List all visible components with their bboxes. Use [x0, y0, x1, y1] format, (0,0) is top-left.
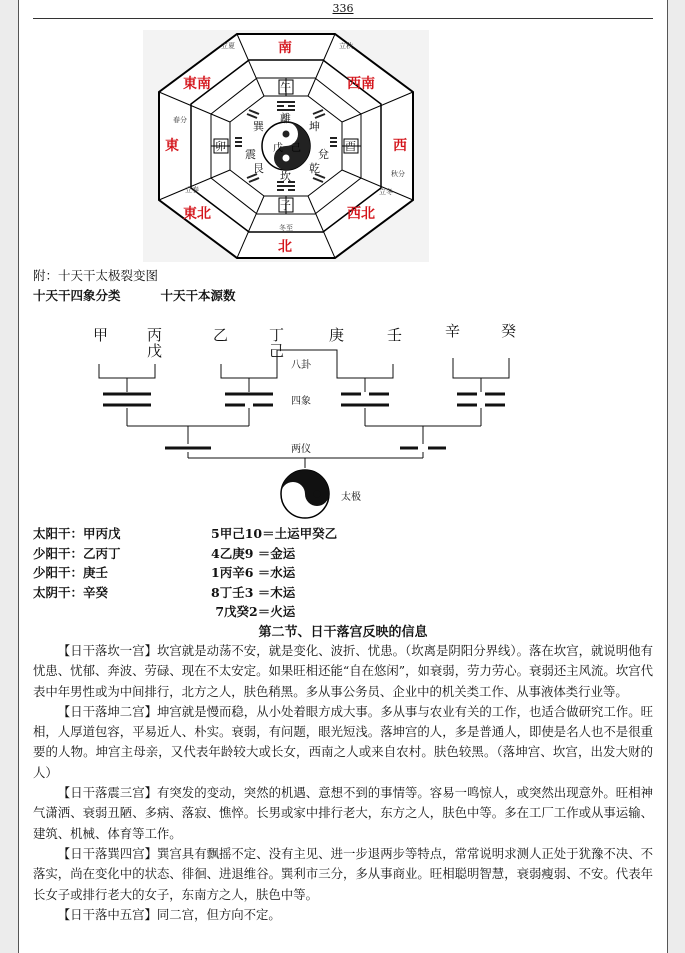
stem-jia: 甲 [93, 326, 109, 344]
class-row: 7戊癸2＝火运 [211, 604, 296, 619]
trigram-kun: 坤 [309, 120, 320, 133]
dir-southeast: 東南 [183, 76, 211, 92]
stem-geng: 庚 [329, 326, 345, 344]
stem-ding: 丁 [269, 326, 285, 344]
trigram-qian: 乾 [309, 162, 320, 175]
stem-xin: 辛 [445, 322, 461, 340]
term-right: 秋分 [391, 170, 405, 178]
taiji-split-diagram [73, 306, 543, 522]
dir-northeast: 東北 [183, 206, 211, 222]
term-bl: 立春 [185, 186, 199, 194]
class-row: 太阴干：辛癸 8丁壬3 ＝木运 [33, 584, 296, 600]
section-title: 第二节、日干落宫反映的信息 [258, 625, 428, 640]
paragraph: 【日干落震三宫】有突发的变动，突然的机遇、意想不到的事情等。容易一鸣惊人，或突然出现意外。旺相神气潇洒、衰弱丑陋、多病、落寂、憔悴。长男或家中排行老大，东方之人，肤色中等。多在工厂工作或从事运输、建筑、机械、体育等工作。 [33, 785, 653, 841]
dir-south: 南 [278, 40, 292, 56]
label-sixiang: 四象 [291, 396, 311, 407]
class-row: 太阳干：甲丙戊 5甲己10＝土运甲癸乙 [33, 526, 338, 541]
trigram-dui: 兌 [318, 148, 329, 161]
stem-wu-sub: 戊 [147, 342, 163, 360]
term-left: 春分 [173, 116, 187, 124]
stem-ren: 壬 [387, 326, 403, 344]
dir-north: 北 [278, 239, 292, 255]
trigram-kan: 坎 [280, 170, 291, 183]
class-row: 少阳干：乙丙丁 4乙庚9 ＝金运 [33, 545, 296, 561]
paragraph: 【日干落巽四宫】巽宫具有飘摇不定、没有主见、进一步退两步等特点，常常说明求测人正处于犹豫不决、不落实，尚在变化中的状态、徘徊、进退维谷。巽利市三分，多从事商业。旺相聪明智慧，衰弱瘦弱、不安。代表年长女子或排行老大的女子，东南方之人，肤色中等。 [33, 845, 653, 902]
document-page [18, 0, 668, 953]
heading-origin-numbers: 十天干本源数 [160, 288, 236, 303]
paragraph: 【日干落中五宫】同二宫，但方向不定。 [57, 906, 281, 922]
term-tr: 立秋 [339, 42, 353, 50]
classification-list [33, 524, 337, 622]
page-number: 336 [332, 2, 354, 15]
label-taiji: 太极 [341, 492, 361, 503]
heading-four-images: 十天干四象分类 [33, 288, 121, 303]
term-bottom: 冬至 [279, 224, 293, 232]
term-br: 立冬 [379, 188, 393, 196]
trigram-xun: 巽 [253, 120, 264, 133]
stem-gui: 癸 [501, 322, 517, 340]
branch-wu: 午 [280, 81, 291, 94]
body-text [33, 641, 653, 925]
trigram-gen: 艮 [253, 162, 264, 175]
class-row: 少阳干：庚壬 1丙辛6 ＝水运 [33, 565, 296, 580]
paragraph: 【日干落坤二宫】坤宫就是慢而稳，从小处着眼方成大事。多从事与农业有关的工作，也适合做研究工作。旺相，人厚道包容，平易近人、朴实。衰弱，有问题，眼光短浅。落坤宫的人，多是普通人，即使是名人也不是很重要的人物。坤宫主母亲，又代表年龄较大或长女，西南之人或来自农村。肤色较黑。（落坤宫、坎宫，出发大财的人） [33, 703, 653, 780]
header-rule [33, 18, 653, 19]
stem-yi: 乙 [213, 326, 229, 344]
branch-zi: 子 [280, 199, 291, 212]
term-tl: 立夏 [221, 42, 235, 50]
stem-ji: 己 [291, 143, 301, 154]
paragraph: 【日干落坎一宫】坎宫就是动荡不安，就是变化、波折、忧患。（坎离是阴阳分界线）。落在坎宫，就说明他有忧患、忧郁、奔波、劳碌、现在不太安定。如果旺相还能“自在悠闲”，如衰弱，劳力劳心。衰弱还主风流。坎宫代表中年男性或为中间排行，北方之人，肤色稍黑。多从事公务员、企业中的机关类工作、从事液体类行业等。 [33, 643, 653, 699]
headings-row [33, 286, 236, 304]
figure-caption: 附：十天干太极裂变图 [33, 268, 159, 283]
dir-east: 東 [165, 138, 179, 154]
dir-west: 西 [393, 138, 407, 154]
trigram-li: 離 [280, 112, 291, 125]
branch-you: 酉 [345, 140, 356, 153]
label-liangyi: 两仪 [291, 444, 311, 455]
branch-mao: 卯 [215, 140, 226, 153]
dir-northwest: 西北 [347, 206, 375, 222]
bagua-diagram [143, 30, 429, 262]
stem-bing: 丙 [147, 326, 163, 344]
stem-ji-sub: 己 [269, 342, 285, 360]
dir-southwest: 西南 [347, 76, 375, 92]
stem-wu: 戊 [273, 143, 283, 154]
trigram-zhen: 震 [245, 148, 256, 161]
label-bagua: 八卦 [291, 360, 311, 371]
